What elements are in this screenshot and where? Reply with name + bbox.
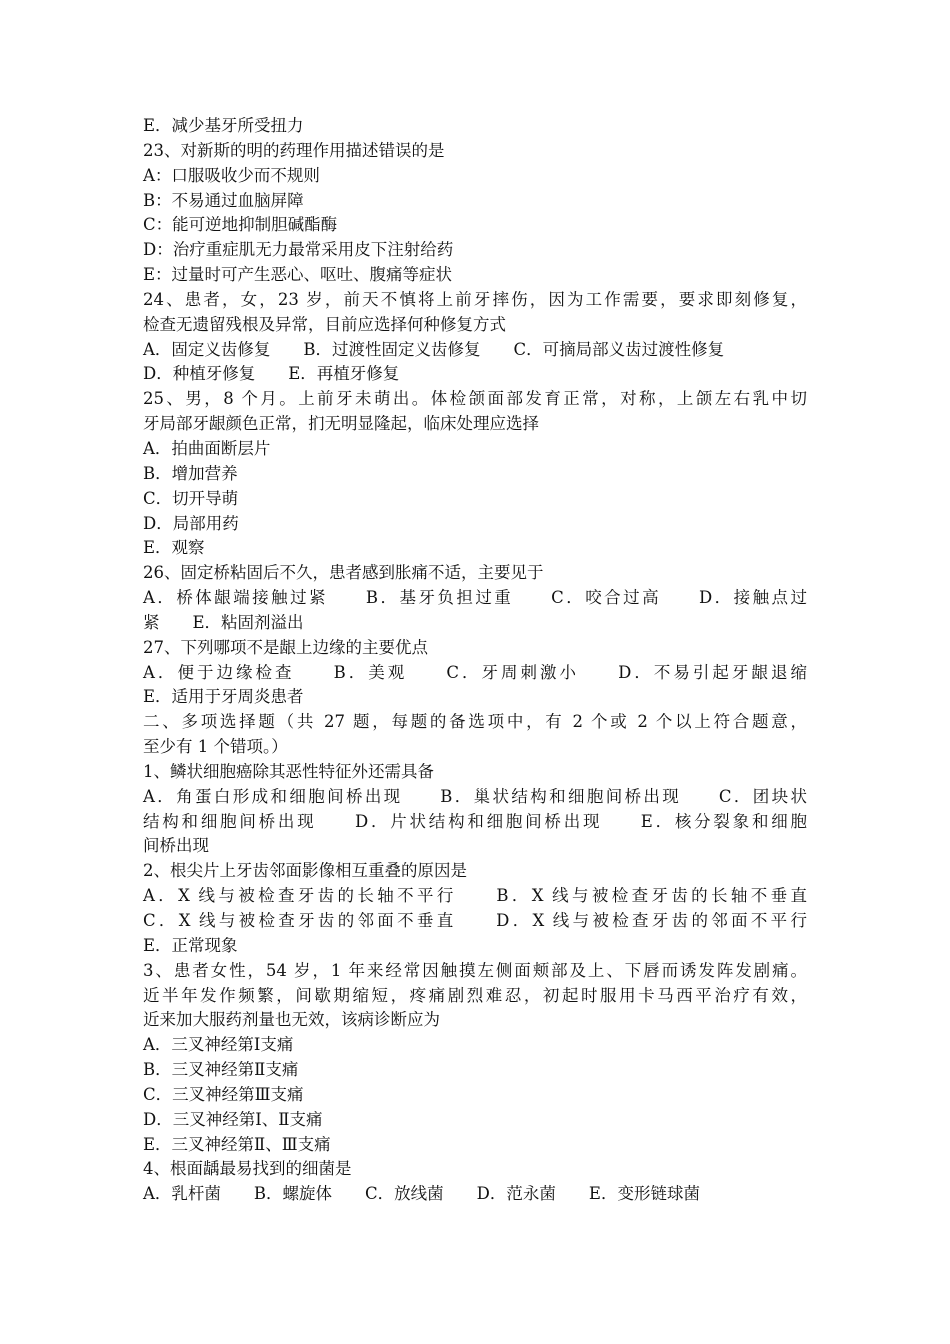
- options-row: C．X 线与被检查牙齿的邻面不垂直 D．X 线与被检查牙齿的邻面不平行: [143, 911, 807, 930]
- question-1: 1、鳞状细胞癌除其恶性特征外还需具备: [143, 761, 434, 781]
- option-a: A：口服吸收少而不规则: [143, 165, 320, 185]
- question-24: 24、患者，女，23 岁，前天不慎将上前牙摔伤，因为工作需要，要求即刻修复，: [143, 289, 807, 309]
- option-d: D．三叉神经第Ⅰ、Ⅱ支痛: [143, 1109, 323, 1129]
- question-3-cont: 近来加大服药剂量也无效，该病诊断应为: [143, 1010, 440, 1030]
- options-row: A．固定义齿修复 B．过渡性固定义齿修复 C．可摘局部义齿过渡性修复: [143, 339, 725, 359]
- options-row: 紧 E．粘固剂溢出: [143, 612, 304, 632]
- option-b: B：不易通过血脑屏障: [143, 190, 304, 210]
- options-row: 结构和细胞间桥出现 D．片状结构和细胞间桥出现 E．核分裂象和细胞: [143, 811, 807, 831]
- option-c: C．切开导萌: [143, 488, 239, 508]
- option-e: E．观察: [143, 538, 205, 558]
- option-c: C．三叉神经第Ⅲ支痛: [143, 1084, 304, 1104]
- option-e: E．适用于牙周炎患者: [143, 687, 304, 707]
- question-23: 23、对新斯的明的药理作用描述错误的是: [143, 140, 445, 160]
- question-24-cont: 检查无遗留残根及异常，目前应选择何种修复方式: [143, 314, 506, 334]
- question-26: 26、固定桥粘固后不久，患者感到胀痛不适，主要见于: [143, 563, 544, 583]
- option-a: A．三叉神经第Ⅰ支痛: [143, 1035, 294, 1055]
- options-row: A．桥体龈端接触过紧 B．基牙负担过重 C．咬合过高 D．接触点过: [143, 588, 807, 608]
- document-page: [143, 114, 807, 1207]
- option-b: B．三叉神经第Ⅱ支痛: [143, 1060, 299, 1080]
- question-4: 4、根面龋最易找到的细菌是: [143, 1159, 352, 1179]
- option-a: A．拍曲面断层片: [143, 438, 271, 458]
- options-row: A．角蛋白形成和细胞间桥出现 B．巢状结构和细胞间桥出现 C．团块状: [143, 786, 807, 806]
- option-c: C：能可逆地抑制胆碱酯酶: [143, 215, 338, 235]
- section-heading: 二、多项选择题（共 27 题，每题的备选项中，有 2 个或 2 个以上符合题意，: [143, 712, 807, 732]
- options-row: D．种植牙修复 E．再植牙修复: [143, 364, 400, 384]
- option-d: D．局部用药: [143, 513, 239, 533]
- options-row: 间桥出现: [143, 836, 209, 856]
- option-e: E．三叉神经第Ⅱ、Ⅲ支痛: [143, 1134, 331, 1154]
- option-e: E．正常现象: [143, 935, 238, 955]
- option-e: E．减少基牙所受扭力: [143, 116, 304, 135]
- question-27: 27、下列哪项不是龈上边缘的主要优点: [143, 637, 428, 657]
- question-25-cont: 牙局部牙龈颜色正常，扪无明显隆起，临床处理应选择: [143, 414, 539, 434]
- options-row: A．乳杆菌 B．螺旋体 C．放线菌 D．范永菌 E．变形链球菌: [143, 1184, 700, 1204]
- options-row: A．X 线与被检查牙齿的长轴不平行 B．X 线与被检查牙齿的长轴不垂直: [143, 886, 807, 906]
- question-3-cont: 近半年发作频繁，间歇期缩短，疼痛剧烈难忍，初起时服用卡马西平治疗有效，: [143, 985, 807, 1005]
- option-b: B．增加营养: [143, 463, 238, 483]
- section-heading-cont: 至少有 1 个错项。）: [143, 737, 288, 757]
- option-d: D：治疗重症肌无力最常采用皮下注射给药: [143, 240, 454, 260]
- question-25: 25、男，8 个月。上前牙未萌出。体检颌面部发育正常，对称，上颌左右乳中切: [143, 389, 807, 409]
- option-e: E：过量时可产生恶心、呕吐、腹痛等症状: [143, 265, 453, 285]
- question-2: 2、根尖片上牙齿邻面影像相互重叠的原因是: [143, 861, 467, 881]
- question-3: 3、患者女性，54 岁，1 年来经常因触摸左侧面颊部及上、下唇而诱发阵发剧痛。: [143, 960, 807, 980]
- options-row: A．便于边缘检查 B．美观 C．牙周刺激小 D．不易引起牙龈退缩: [143, 662, 807, 682]
